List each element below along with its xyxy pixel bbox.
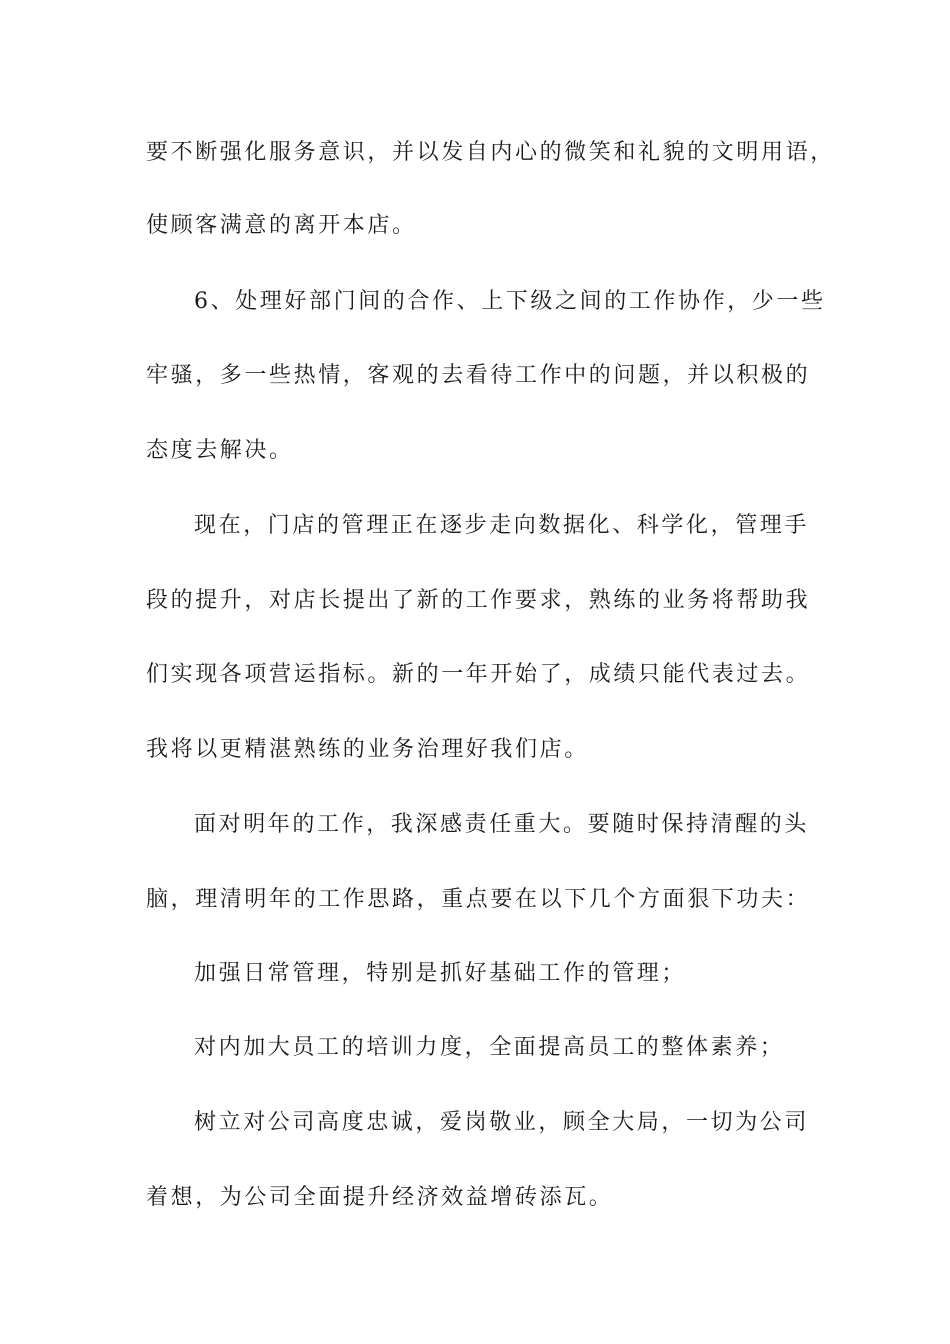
- text-line: 态度去解决。: [146, 438, 294, 463]
- text-line: 脑，理清明年的工作思路，重点要在以下几个方面狠下功夫：: [146, 887, 811, 912]
- text-line: 面对明年的工作，我深感责任重大。要随时保持清醒的头: [194, 812, 810, 837]
- text-line: 要不断强化服务意识，并以发自内心的微笑和礼貌的文明用语，: [146, 140, 835, 165]
- text-line: 我将以更精湛熟练的业务治理好我们店。: [146, 737, 589, 762]
- text-line: 加强日常管理，特别是抓好基础工作的管理；: [194, 961, 687, 986]
- text-line: 现在，门店的管理正在逐步走向数据化、科学化，管理手: [194, 513, 810, 538]
- text-line: 树立对公司高度忠诚，爱岗敬业，顾全大局，一切为公司: [194, 1110, 810, 1135]
- text-line: 6、处理好部门间的合作、上下级之间的工作协作，少一些: [194, 289, 826, 314]
- text-line: 着想，为公司全面提升经济效益增砖添瓦。: [146, 1185, 614, 1210]
- text-line: 牢骚，多一些热情，客观的去看待工作中的问题，并以积极的: [146, 363, 811, 388]
- text-line: 段的提升，对店长提出了新的工作要求，熟练的业务将帮助我: [146, 588, 811, 613]
- text-line: 对内加大员工的培训力度，全面提高员工的整体素养；: [194, 1035, 785, 1060]
- text-line: 使顾客满意的离开本店。: [146, 213, 417, 238]
- text-line: 们实现各项营运指标。新的一年开始了，成绩只能代表过去。: [146, 662, 811, 687]
